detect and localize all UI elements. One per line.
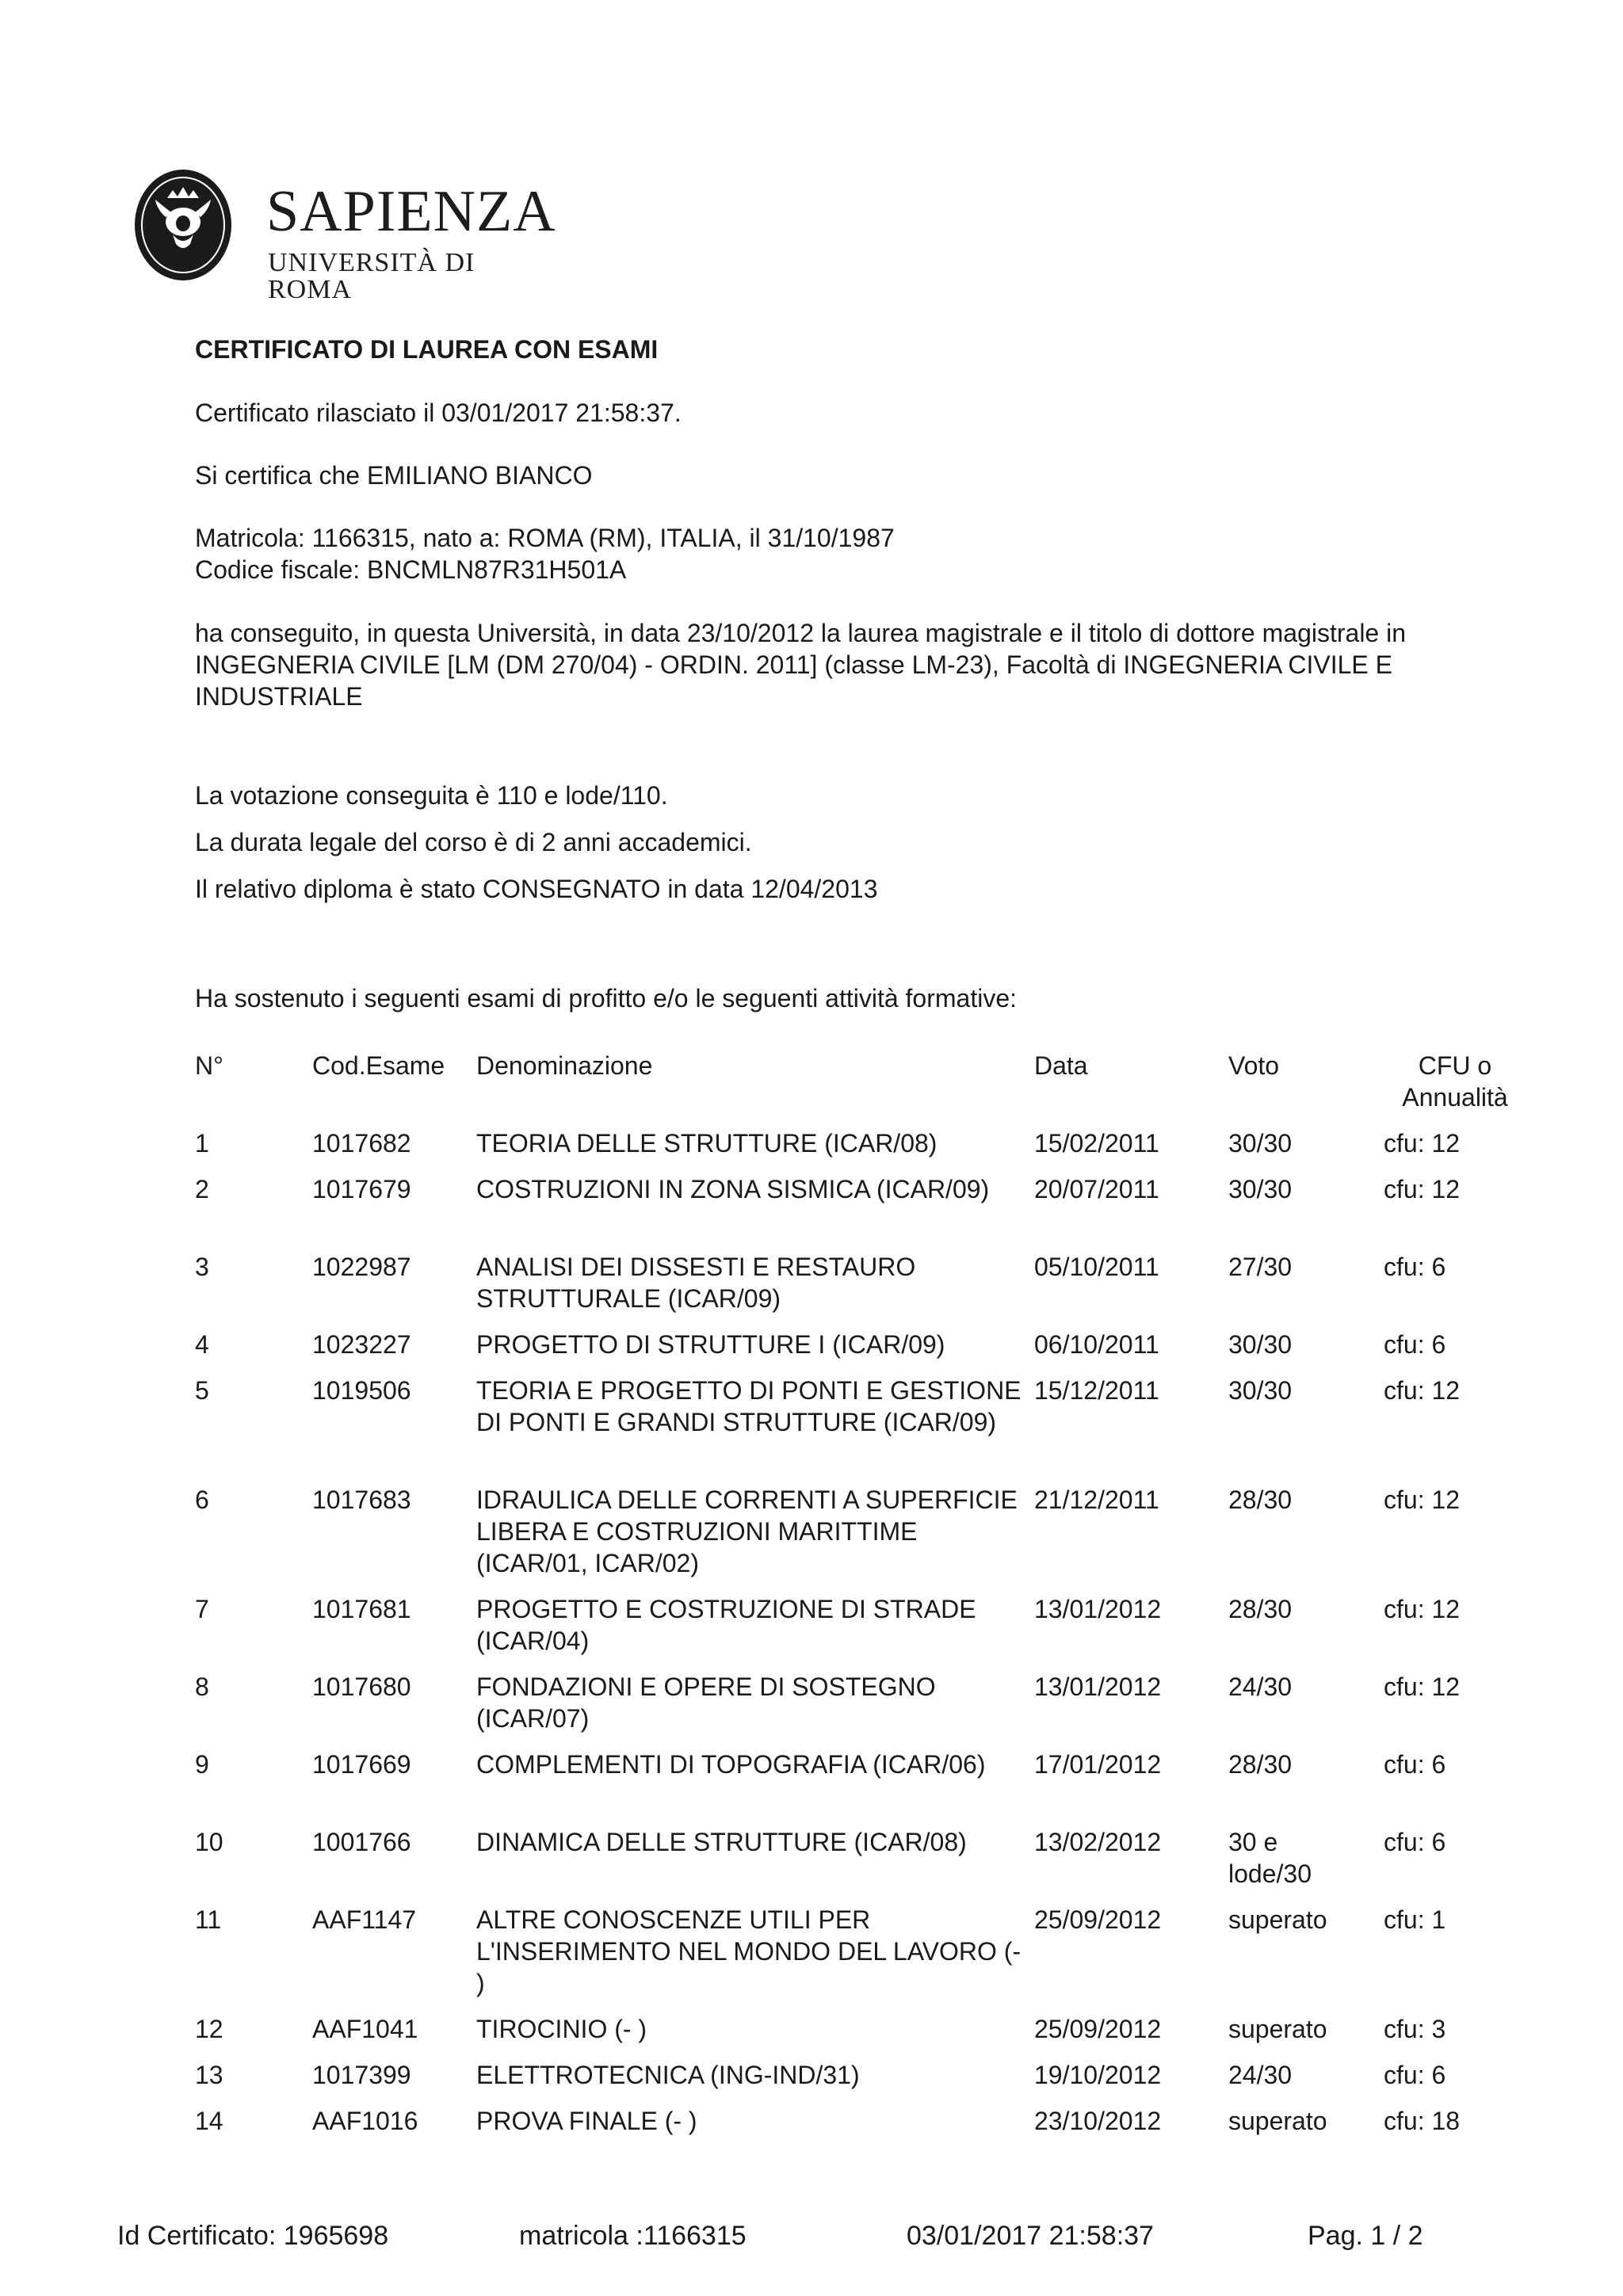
footer-matricola: matricola :1166315 bbox=[519, 2221, 747, 2251]
table-row bbox=[195, 1173, 1526, 1251]
issued-line: Certificato rilasciato il 03/01/2017 21:58:37. bbox=[195, 399, 682, 427]
exam-cfu: cfu: 6 bbox=[1384, 1253, 1446, 1281]
footer-certificate-id: Id Certificato: 1965698 bbox=[117, 2221, 389, 2251]
exam-date: 20/07/2011 bbox=[1034, 1175, 1159, 1203]
exam-code: 1023227 bbox=[312, 1330, 411, 1359]
exam-cfu: cfu: 6 bbox=[1384, 1828, 1446, 1856]
exams-table bbox=[195, 1050, 1526, 2151]
row-number: 1 bbox=[195, 1129, 209, 1158]
exam-grade: superato bbox=[1228, 2107, 1327, 2135]
header-name: Denominazione bbox=[476, 1051, 653, 1080]
exam-name: TEORIA DELLE STRUTTURE (ICAR/08) bbox=[476, 1129, 938, 1158]
table-row bbox=[195, 1329, 1526, 1375]
exam-date: 15/12/2011 bbox=[1034, 1376, 1159, 1405]
exam-name: COSTRUZIONI IN ZONA SISMICA (ICAR/09) bbox=[476, 1175, 990, 1203]
header-code: Cod.Esame bbox=[312, 1051, 445, 1080]
exam-grade: superato bbox=[1228, 1905, 1327, 1934]
row-number: 10 bbox=[195, 1828, 223, 1856]
table-row bbox=[195, 1251, 1526, 1329]
exam-code: 1019506 bbox=[312, 1376, 411, 1405]
exam-cfu: cfu: 12 bbox=[1384, 1672, 1461, 1701]
exam-code: 1017683 bbox=[312, 1486, 411, 1514]
table-row bbox=[195, 1593, 1526, 1671]
row-number: 4 bbox=[195, 1330, 209, 1359]
document-title: CERTIFICATO DI LAUREA CON ESAMI bbox=[195, 335, 659, 364]
exam-code: 1022987 bbox=[312, 1253, 411, 1281]
table-row bbox=[195, 1484, 1526, 1593]
row-number: 11 bbox=[195, 1905, 222, 1934]
exam-name: TEORIA E PROGETTO DI PONTI E GESTIONE DI PONTI E GRANDI STRUTTURE (ICAR/09) bbox=[476, 1376, 1022, 1436]
table-header bbox=[195, 1050, 1526, 1127]
exam-grade: 30/30 bbox=[1228, 1129, 1293, 1158]
exam-name: ANALISI DEI DISSESTI E RESTAURO STRUTTURALE (ICAR/09) bbox=[476, 1253, 916, 1313]
row-number: 14 bbox=[195, 2107, 223, 2135]
row-number: 13 bbox=[195, 2061, 223, 2089]
exam-cfu: cfu: 1 bbox=[1384, 1905, 1446, 1934]
exam-code: 1017669 bbox=[312, 1750, 411, 1779]
diploma-line: Il relativo diploma è stato CONSEGNATO in data 12/04/2013 bbox=[195, 875, 878, 903]
logo-subtitle: UNIVERSITÀ DI ROMA bbox=[268, 248, 475, 304]
exam-date: 05/10/2011 bbox=[1034, 1253, 1159, 1281]
exam-code: 1017682 bbox=[312, 1129, 411, 1158]
codice-fiscale-line: Codice fiscale: BNCMLN87R31H501A bbox=[195, 555, 627, 584]
table-row bbox=[195, 2059, 1526, 2105]
exam-grade: 28/30 bbox=[1228, 1486, 1293, 1514]
exam-date: 13/01/2012 bbox=[1034, 1595, 1162, 1623]
exam-grade: 30/30 bbox=[1228, 1330, 1293, 1359]
exam-date: 25/09/2012 bbox=[1034, 1905, 1162, 1934]
exam-name: COMPLEMENTI DI TOPOGRAFIA (ICAR/06) bbox=[476, 1750, 986, 1779]
exam-cfu: cfu: 6 bbox=[1384, 1330, 1446, 1359]
exam-grade: superato bbox=[1228, 2015, 1327, 2043]
exam-cfu: cfu: 12 bbox=[1384, 1595, 1461, 1623]
exam-code: 1017399 bbox=[312, 2061, 411, 2089]
exam-name: IDRAULICA DELLE CORRENTI A SUPERFICIE LIBERA E COSTRUZIONI MARITTIME (ICAR/01, ICAR/02) bbox=[476, 1486, 1018, 1577]
exam-code: 1017679 bbox=[312, 1175, 411, 1203]
footer-datetime: 03/01/2017 21:58:37 bbox=[907, 2221, 1154, 2251]
matricola-line: Matricola: 1166315, nato a: ROMA (RM), ITALIA, il 31/10/1987 bbox=[195, 524, 895, 552]
exam-date: 06/10/2011 bbox=[1034, 1330, 1159, 1359]
exam-name: TIROCINIO (- ) bbox=[476, 2015, 647, 2043]
exam-name: PROGETTO DI STRUTTURE I (ICAR/09) bbox=[476, 1330, 945, 1359]
exam-grade: 28/30 bbox=[1228, 1750, 1293, 1779]
exam-cfu: cfu: 12 bbox=[1384, 1376, 1461, 1405]
exam-date: 13/02/2012 bbox=[1034, 1828, 1162, 1856]
degree-paragraph: ha conseguito, in questa Università, in data 23/10/2012 la laurea magistrale e il titolo di dottore magistrale in INGEGNERIA CIVILE [LM (DM 270/04) - ORDIN. 2011] (classe LM-23), Facoltà di INGEGNERIA CIVILE E INDUSTRIALE bbox=[195, 619, 1407, 711]
footer-page: Pag. 1 / 2 bbox=[1308, 2221, 1423, 2251]
exam-cfu: cfu: 3 bbox=[1384, 2015, 1446, 2043]
exam-name: PROGETTO E COSTRUZIONE DI STRADE (ICAR/04) bbox=[476, 1595, 976, 1655]
table-row bbox=[195, 2013, 1526, 2059]
exam-code: AAF1041 bbox=[312, 2015, 418, 2043]
exam-name: ELETTROTECNICA (ING-IND/31) bbox=[476, 2061, 860, 2089]
table-row bbox=[195, 1826, 1526, 1904]
exam-grade: 30/30 bbox=[1228, 1175, 1293, 1203]
exam-grade: 24/30 bbox=[1228, 2061, 1293, 2089]
exam-grade: 24/30 bbox=[1228, 1672, 1293, 1701]
exam-date: 19/10/2012 bbox=[1034, 2061, 1162, 2089]
exam-code: AAF1147 bbox=[312, 1905, 417, 1934]
sapienza-logo bbox=[133, 168, 556, 304]
certifies-line: Si certifica che EMILIANO BIANCO bbox=[195, 461, 593, 490]
exam-code: 1017680 bbox=[312, 1672, 411, 1701]
exam-date: 17/01/2012 bbox=[1034, 1750, 1162, 1779]
exam-cfu: cfu: 12 bbox=[1384, 1129, 1461, 1158]
exam-grade: 30/30 bbox=[1228, 1376, 1293, 1405]
exam-name: ALTRE CONOSCENZE UTILI PER L'INSERIMENTO NEL MONDO DEL LAVORO (- ) bbox=[476, 1905, 1022, 1997]
row-number: 12 bbox=[195, 2015, 223, 2043]
row-number: 5 bbox=[195, 1376, 209, 1405]
header-cfu: CFU o Annualità bbox=[1402, 1051, 1508, 1112]
sapienza-seal-icon bbox=[133, 168, 233, 282]
row-number: 3 bbox=[195, 1253, 209, 1281]
exam-code: AAF1016 bbox=[312, 2107, 418, 2135]
exam-grade: 30 e lode/30 bbox=[1228, 1828, 1312, 1888]
exam-cfu: cfu: 6 bbox=[1384, 1750, 1446, 1779]
exam-name: FONDAZIONI E OPERE DI SOSTEGNO (ICAR/07) bbox=[476, 1672, 936, 1733]
exam-cfu: cfu: 12 bbox=[1384, 1175, 1461, 1203]
row-number: 2 bbox=[195, 1175, 209, 1203]
header-voto: Voto bbox=[1228, 1051, 1280, 1080]
table-row bbox=[195, 1904, 1526, 2013]
grade-line: La votazione conseguita è 110 e lode/110. bbox=[195, 781, 668, 810]
exam-grade: 28/30 bbox=[1228, 1595, 1293, 1623]
exam-cfu: cfu: 6 bbox=[1384, 2061, 1446, 2089]
exam-date: 15/02/2011 bbox=[1034, 1129, 1159, 1158]
exam-name: DINAMICA DELLE STRUTTURE (ICAR/08) bbox=[476, 1828, 967, 1856]
exam-grade: 27/30 bbox=[1228, 1253, 1293, 1281]
exam-date: 13/01/2012 bbox=[1034, 1672, 1162, 1701]
logo-wordmark: SAPIENZA bbox=[266, 179, 556, 244]
table-row bbox=[195, 1749, 1526, 1826]
exams-intro: Ha sostenuto i seguenti esami di profitto e/o le seguenti attività formative: bbox=[195, 984, 1017, 1013]
exam-name: PROVA FINALE (- ) bbox=[476, 2107, 697, 2135]
exam-cfu: cfu: 18 bbox=[1384, 2107, 1461, 2135]
table-row bbox=[195, 1375, 1526, 1484]
table-row bbox=[195, 1671, 1526, 1749]
exam-cfu: cfu: 12 bbox=[1384, 1486, 1461, 1514]
header-date: Data bbox=[1034, 1051, 1088, 1080]
exam-code: 1017681 bbox=[312, 1595, 411, 1623]
exam-code: 1001766 bbox=[312, 1828, 411, 1856]
row-number: 9 bbox=[195, 1750, 209, 1779]
exam-date: 23/10/2012 bbox=[1034, 2107, 1162, 2135]
row-number: 7 bbox=[195, 1595, 209, 1623]
row-number: 8 bbox=[195, 1672, 209, 1701]
header-n: N° bbox=[195, 1051, 223, 1080]
table-row bbox=[195, 1127, 1526, 1173]
exam-date: 25/09/2012 bbox=[1034, 2015, 1162, 2043]
exam-date: 21/12/2011 bbox=[1034, 1486, 1159, 1514]
row-number: 6 bbox=[195, 1486, 209, 1514]
duration-line: La durata legale del corso è di 2 anni accademici. bbox=[195, 828, 752, 856]
table-body bbox=[195, 1127, 1526, 2151]
table-row bbox=[195, 2105, 1526, 2151]
